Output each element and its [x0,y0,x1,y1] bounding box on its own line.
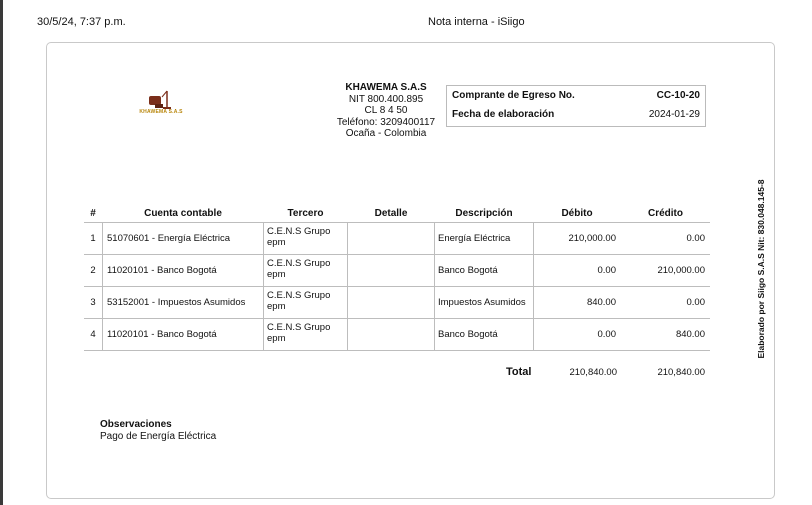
table-row [84,286,710,319]
row-debito: 210,000.00 [533,223,621,254]
row-credito: 840.00 [675,329,705,340]
company-phone: Teléfono: 3209400117 [336,116,436,128]
col-header-debito: Débito [561,208,593,219]
row-cuenta: 11020101 - Banco Bogotá [102,319,263,350]
logo-text: KHAWEMA S.A.S [139,109,183,115]
col-header-number: # [90,208,96,219]
row-cuenta: 53152001 - Impuestos Asumidos [102,287,263,318]
observations-label: Observaciones [100,419,172,430]
row-detalle [347,319,434,350]
row-descripcion: Banco Bogotá [434,255,533,286]
company-address: CL 8 4 50 [364,105,408,116]
company-info [331,82,441,140]
table-row [84,222,710,255]
row-detalle [347,255,434,286]
col-header-detalle: Detalle [374,208,408,219]
voucher-number: CC-10-20 [656,90,700,101]
voucher-number-row [452,90,700,104]
row-detalle [347,287,434,318]
voucher-date-label: Fecha de elaboración [452,109,555,120]
row-number: 2 [90,265,96,276]
row-debito: 840.00 [533,287,621,318]
row-credito: 210,000.00 [657,265,705,276]
voucher-number-label: Comprante de Egreso No. [452,90,575,101]
row-descripcion: Impuestos Asumidos [434,287,533,318]
total-debito: 210,840.00 [569,367,617,378]
row-debito: 0.00 [533,319,621,350]
row-detalle [347,223,434,254]
row-tercero: C.E.N.S Grupo epm [263,287,347,318]
print-datetime: 30/5/24, 7:37 p.m. [37,16,126,28]
voucher-date-row [452,109,700,123]
company-nit: NIT 800.400.895 [348,93,424,105]
row-credito: 0.00 [686,297,705,308]
viewer-left-edge [0,0,3,505]
entries-table [84,222,710,350]
row-cuenta: 11020101 - Banco Bogotá [102,255,263,286]
row-descripcion: Banco Bogotá [434,319,533,350]
table-row [84,318,710,351]
company-name: KHAWEMA S.A.S [345,82,427,93]
row-number: 1 [90,233,96,244]
side-note: Elaborado por Siigo S.A.S Nit: 830.048.145-8 [756,179,766,359]
row-tercero: C.E.N.S Grupo epm [263,319,347,350]
observations-text: Pago de Energía Eléctrica [100,431,217,442]
col-header-tercero: Tercero [287,208,324,219]
voucher-date: 2024-01-29 [648,109,700,120]
row-descripcion: Energía Eléctrica [434,223,533,254]
row-number: 4 [90,329,96,340]
row-tercero: C.E.N.S Grupo epm [263,255,347,286]
table-row [84,254,710,287]
row-tercero: C.E.N.S Grupo epm [263,223,347,254]
print-title: Nota interna - iSiigo [428,16,525,28]
row-cuenta: 51070601 - Energía Eléctrica [102,223,263,254]
row-debito: 0.00 [533,255,621,286]
total-label: Total [506,366,532,378]
row-credito: 0.00 [686,233,705,244]
company-city: Ocaña - Colombia [345,128,427,139]
col-header-credito: Crédito [648,208,683,219]
row-number: 3 [90,297,96,308]
voucher-box [446,85,706,127]
col-header-cuenta: Cuenta contable [144,208,222,219]
col-header-descripcion: Descripción [455,208,513,219]
total-credito: 210,840.00 [657,367,705,378]
